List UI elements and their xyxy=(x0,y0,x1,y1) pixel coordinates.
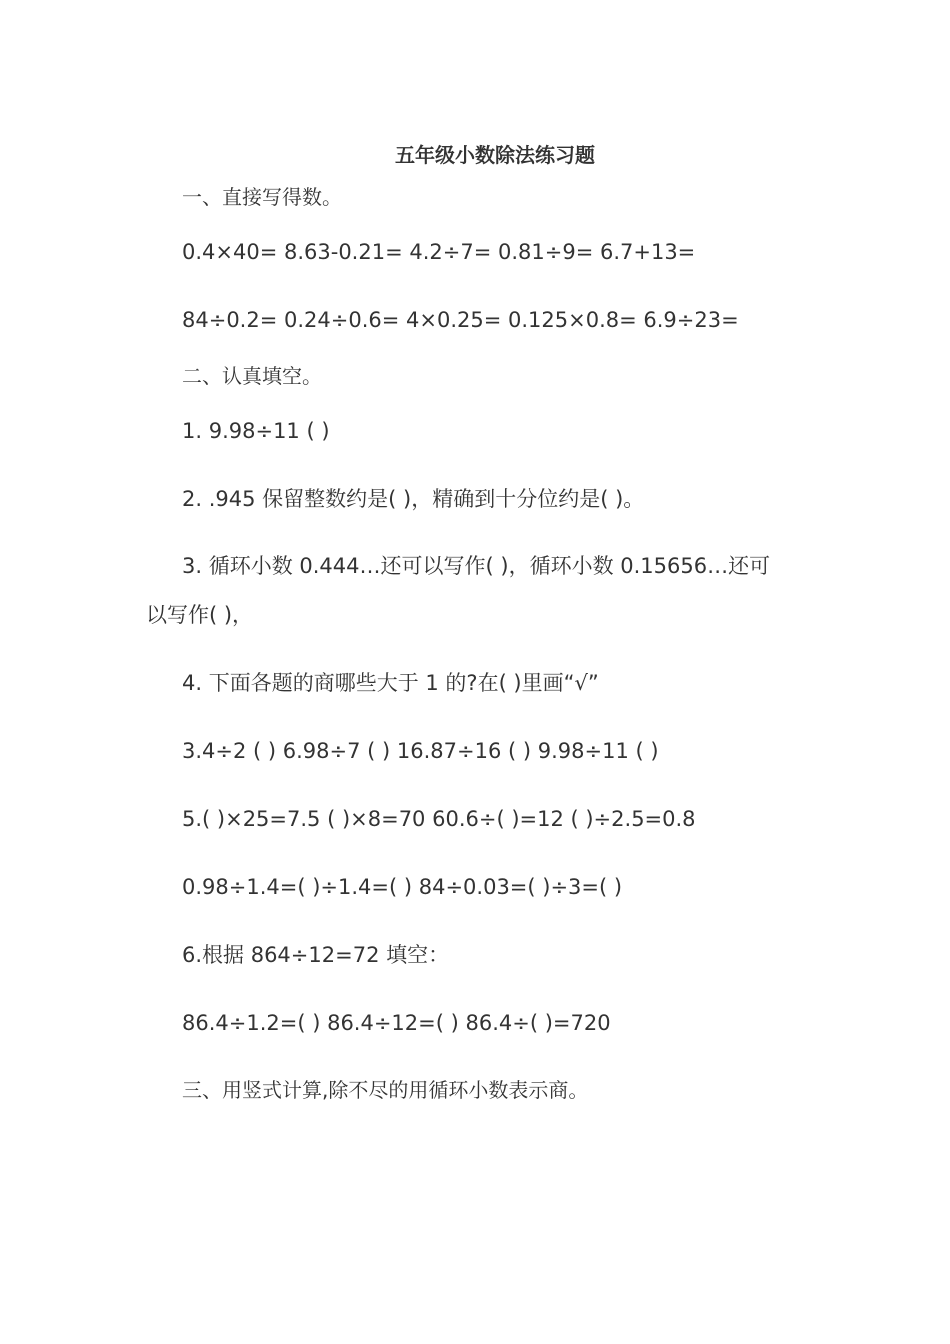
document-title: 五年级小数除法练习题 xyxy=(395,143,595,167)
question-5-row-1: 5.( )×25=7.5 ( )×8=70 60.6÷( )=12 ( )÷2.5=0.8 xyxy=(182,807,696,831)
section-heading-3: 三、用竖式计算,除不尽的用循环小数表示商。 xyxy=(182,1078,589,1102)
section-heading-1: 一、直接写得数。 xyxy=(182,185,342,209)
question-6-items: 86.4÷1.2=( ) 86.4÷12=( ) 86.4÷( )=720 xyxy=(182,1011,611,1035)
question-3-continued: 以写作( )， xyxy=(146,603,254,627)
calc-row-1: 0.4×40= 8.63-0.21= 4.2÷7= 0.81÷9= 6.7+13= xyxy=(182,240,696,264)
question-5-row-2: 0.98÷1.4=( )÷1.4=( ) 84÷0.03=( )÷3=( ) xyxy=(182,875,623,899)
calc-row-2: 84÷0.2= 0.24÷0.6= 4×0.25= 0.125×0.8= 6.9÷23= xyxy=(182,308,739,332)
section-heading-2: 二、认真填空。 xyxy=(182,364,322,388)
question-6: 6.根据 864÷12=72 填空： xyxy=(182,943,450,967)
question-1: 1. 9.98÷11 ( ) xyxy=(182,419,330,443)
question-3: 3. 循环小数 0.444…还可以写作( )，循环小数 0.15656…还可 xyxy=(182,554,771,578)
question-4: 4. 下面各题的商哪些大于 1 的?在( )里画“√” xyxy=(182,671,599,695)
question-4-items: 3.4÷2 ( ) 6.98÷7 ( ) 16.87÷16 ( ) 9.98÷11 ( ) xyxy=(182,739,659,763)
question-2: 2. .945 保留整数约是( )，精确到十分位约是( )。 xyxy=(182,487,645,511)
